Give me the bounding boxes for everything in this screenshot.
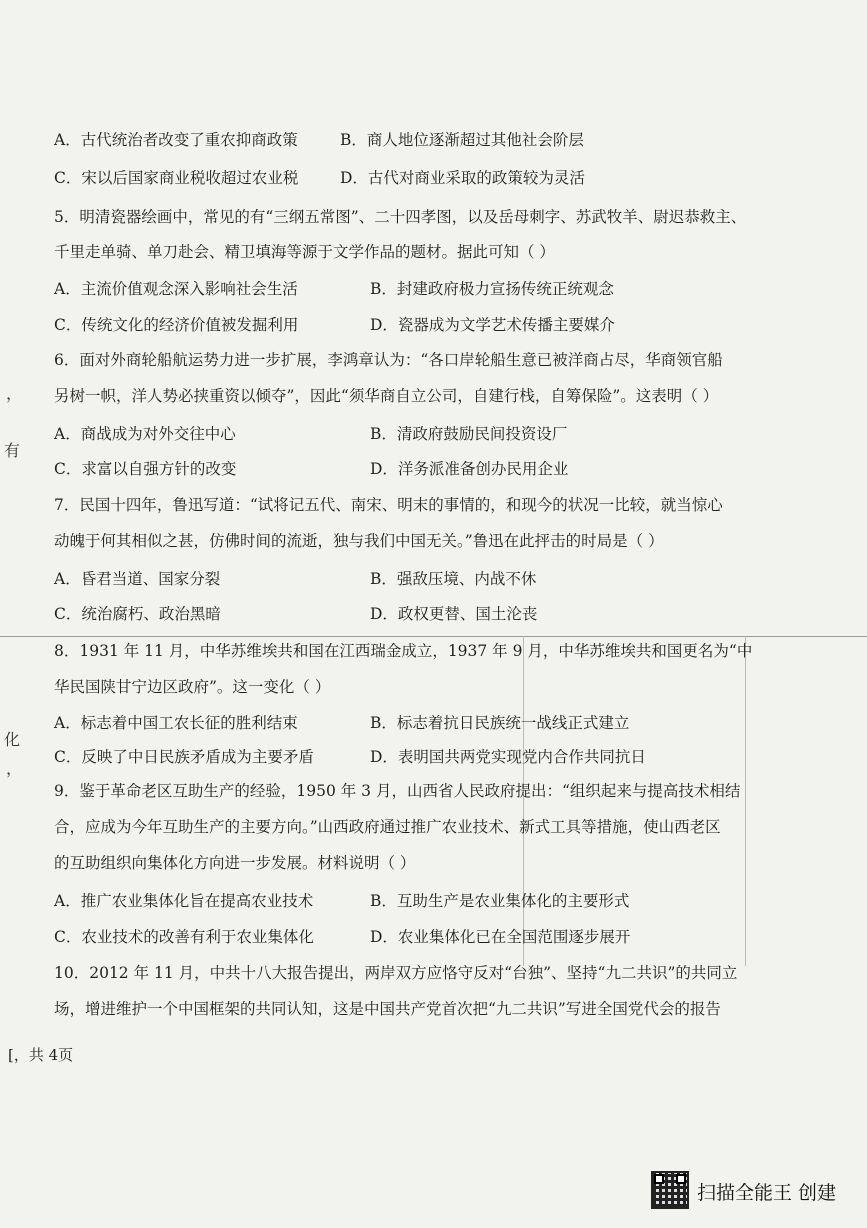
q7-option-c: C．统治腐朽、政治黑暗 — [54, 605, 221, 623]
q6-option-c: C．求富以自强方针的改变 — [54, 460, 237, 478]
q7-option-a: A．昏君当道、国家分裂 — [54, 570, 221, 588]
q10-stem-line-1: 10．2012 年 11 月，中共十八大报告提出，两岸双方应恪守反对“台独”、坚持“九二共识”的共同立 — [54, 964, 738, 982]
q5-option-d: D．瓷器成为文学艺术传播主要媒介 — [370, 316, 615, 334]
q6-stem-line-2: 另树一帜，洋人势必挟重资以倾夺”，因此“须华商自立公司，自建行栈，自筹保险”。这表明（ ） — [54, 387, 719, 405]
q4-option-a: A．古代统治者改变了重农抑商政策 — [54, 131, 298, 149]
edge-mark: 化 — [4, 730, 21, 749]
edge-mark: ， — [6, 384, 23, 403]
q5-stem-line-1: 5．明清瓷器绘画中，常见的有“三纲五常图”、二十四孝图，以及岳母刺字、苏武牧羊、尉迟恭救主、 — [54, 208, 747, 226]
q8-stem-line-2: 华民国陕甘宁边区政府”。这一变化（ ） — [54, 678, 331, 696]
q6-options-row-1 — [54, 422, 844, 444]
q9-option-d: D．农业集体化已在全国范围逐步展开 — [370, 928, 631, 946]
q6-option-b: B．清政府鼓励民间投资设厂 — [370, 425, 568, 443]
q8-options-row-2 — [54, 745, 844, 767]
q9-stem-line-2: 合，应成为今年互助生产的主要方向。”山西政府通过推广农业技术、新式工具等措施，使山西老区 — [54, 818, 721, 836]
q9-options-row-2 — [54, 925, 844, 947]
q9-stem-line-3: 的互助组织向集体化方向进一步发展。材料说明（ ） — [54, 854, 416, 872]
q4-options-row-2 — [54, 166, 844, 188]
q7-option-b: B．强敌压境、内战不休 — [370, 570, 537, 588]
q5-stem-line-2: 千里走单骑、单刀赴会、精卫填海等源于文学作品的题材。据此可知（ ） — [54, 243, 555, 261]
q8-option-a: A．标志着中国工农长征的胜利结束 — [54, 714, 298, 732]
q9-option-a: A．推广农业集体化旨在提高农业技术 — [54, 892, 314, 910]
q7-stem-line-2: 动魄于何其相似之甚，仿佛时间的流逝，独与我们中国无关。”鲁迅在此抨击的时局是（ ） — [54, 532, 664, 550]
q6-option-a: A．商战成为对外交往中心 — [54, 425, 236, 443]
q4-option-c: C．宋以后国家商业税收超过农业税 — [54, 169, 299, 187]
q6-option-d: D．洋务派准备创办民用企业 — [370, 460, 569, 478]
q7-options-row-2 — [54, 602, 844, 624]
edge-mark: 有 — [4, 441, 21, 460]
q4-options-row-1 — [54, 128, 844, 150]
scan-table-edge — [0, 636, 867, 637]
q5-options-row-2 — [54, 313, 844, 335]
q5-options-row-1 — [54, 277, 844, 299]
q6-options-row-2 — [54, 457, 844, 479]
edge-mark: ， — [6, 759, 23, 778]
q8-option-b: B．标志着抗日民族统一战线正式建立 — [370, 714, 630, 732]
q9-stem-line-1: 9．鉴于革命老区互助生产的经验，1950 年 3 月，山西省人民政府提出：“组织起来与提高技术相结 — [54, 782, 741, 800]
q8-option-d: D．表明国共两党实现党内合作共同抗日 — [370, 748, 646, 766]
q4-option-d: D．古代对商业采取的政策较为灵活 — [340, 169, 585, 187]
q8-stem-line-1: 8．1931 年 11 月，中华苏维埃共和国在江西瑞金成立，1937 年 9 月，中华苏维埃共和国更名为“中 — [54, 642, 753, 660]
q10-stem-line-2: 场，增进维护一个中国框架的共同认知，这是中国共产党首次把“九二共识”写进全国党代会的报告 — [54, 1000, 721, 1018]
q9-options-row-1 — [54, 889, 844, 911]
q9-option-b: B．互助生产是农业集体化的主要形式 — [370, 892, 630, 910]
page-footer: [，共 4页 — [8, 1046, 74, 1064]
q7-option-d: D．政权更替、国土沦丧 — [370, 605, 538, 623]
q6-stem-line-1: 6．面对外商轮船航运势力进一步扩展，李鸿章认为：“各口岸轮船生意已被洋商占尽，华商领官船 — [54, 351, 723, 369]
q4-option-b: B．商人地位逐渐超过其他社会阶层 — [340, 131, 584, 149]
q5-option-a: A．主流价值观念深入影响社会生活 — [54, 280, 298, 298]
q7-options-row-1 — [54, 567, 844, 589]
q8-options-row-1 — [54, 711, 844, 733]
scanner-watermark: 扫描全能王 创建 — [697, 1182, 837, 1204]
q5-option-b: B．封建政府极力宣扬传统正统观念 — [370, 280, 614, 298]
q7-stem-line-1: 7．民国十四年，鲁迅写道：“试将记五代、南宋、明末的事情的，和现今的状况一比较，就当惊心 — [54, 496, 723, 514]
q9-option-c: C．农业技术的改善有利于农业集体化 — [54, 928, 314, 946]
q8-option-c: C．反映了中日民族矛盾成为主要矛盾 — [54, 748, 314, 766]
qr-code-icon — [651, 1171, 689, 1209]
q5-option-c: C．传统文化的经济价值被发掘利用 — [54, 316, 299, 334]
